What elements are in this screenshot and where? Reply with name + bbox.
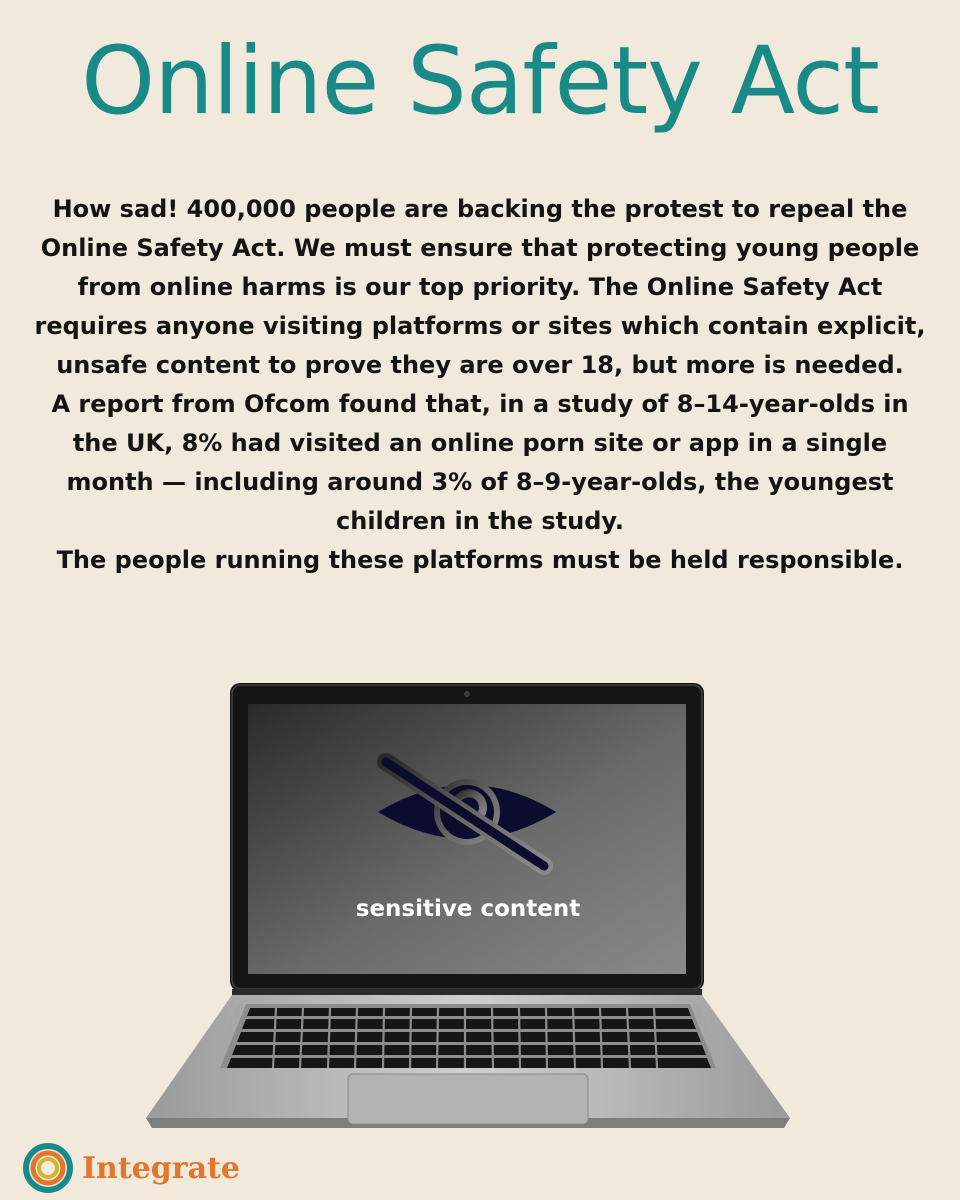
screen-label: sensitive content [355, 896, 581, 922]
paragraph-3: The people running these platforms must be held responsible. [56, 546, 904, 574]
webcam [464, 691, 470, 697]
brand-name: Integrate [82, 1150, 240, 1186]
paragraph-1: How sad! 400,000 people are backing the protest to repeal the Online Safety Act. We must ensure that protecting young people from online harms is our top priority. The Online Safety Act requires anyone visiting platforms or sites which contain explicit, unsafe content to prove they are over 18, but more is needed. [34, 195, 926, 379]
trackpad [348, 1074, 588, 1124]
page-title: Online Safety Act [81, 27, 879, 136]
ring-logo-icon [22, 1142, 74, 1194]
paragraph-2: A report from Ofcom found that, in a study of 8–14-year-olds in the UK, 8% had visited an online porn site or app in a single month — including around 3% of 8–9-year-olds, the youngest children in the study. [51, 390, 909, 535]
laptop-hinge [232, 989, 702, 995]
brand-footer [22, 1138, 240, 1198]
